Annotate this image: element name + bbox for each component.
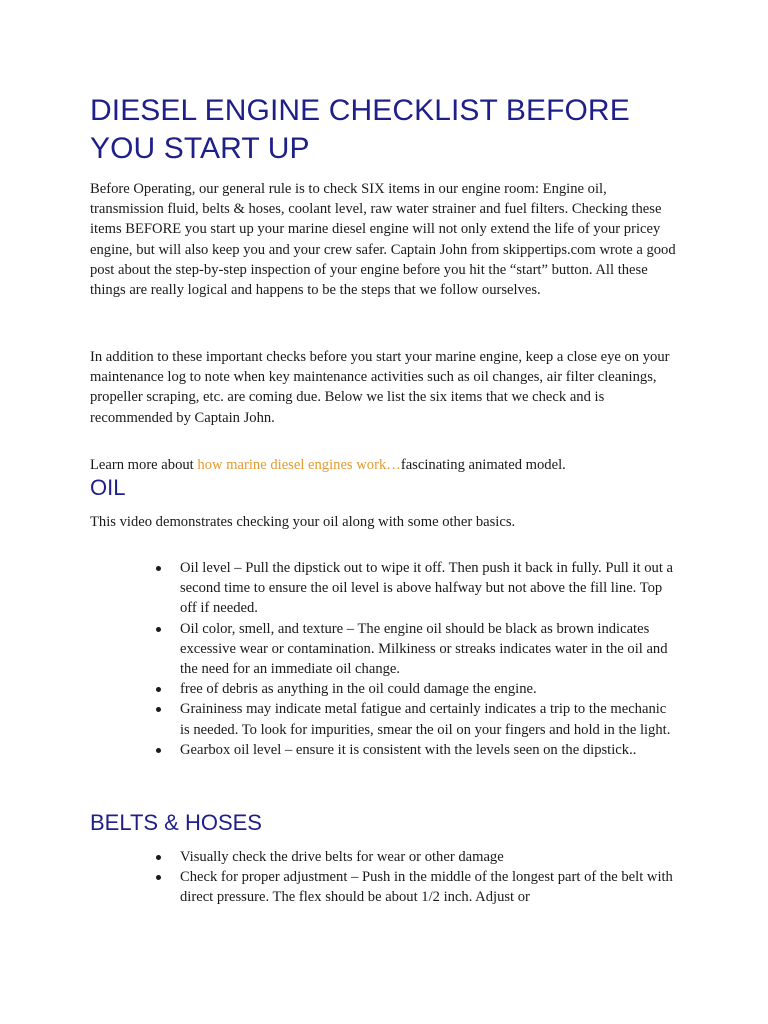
- bullet-icon: [156, 627, 161, 632]
- belts-item-text: Check for proper adjustment – Push in the middle of the longest part of the belt with direct pressure. The flex should be about 1/2 inch. Adjust or: [180, 869, 673, 906]
- learn-more-suffix: fascinating animated model.: [400, 457, 566, 473]
- bullet-icon: [156, 566, 161, 571]
- list-item: [156, 558, 676, 619]
- bullet-icon: [156, 707, 161, 712]
- bullet-icon: [156, 748, 161, 753]
- list-item: [156, 679, 676, 699]
- bullet-icon: [156, 875, 161, 880]
- list-item: [156, 867, 676, 907]
- intro-paragraph-2: In addition to these important checks before you start your marine engine, keep a close eye on your maintenance log to note when key maintenance activities such as oil changes, air filter cleanings, propeller scraping, etc. are coming due. Below we list the six items that we check and is recommended by Captain John.: [90, 349, 670, 426]
- belts-item-text: Visually check the drive belts for wear or other damage: [180, 849, 504, 865]
- list-item: [156, 619, 676, 680]
- oil-checklist: [156, 558, 676, 760]
- oil-item-text: Oil level – Pull the dipstick out to wipe it off. Then push it back in fully. Pull it out a second time to ensure the oil level is above halfway but not above the fill line. Top off if needed.: [180, 560, 674, 617]
- learn-more-line: [90, 455, 680, 475]
- bullet-icon: [156, 855, 161, 860]
- belts-hoses-heading: BELTS & HOSES: [90, 810, 262, 835]
- page-title: DIESEL ENGINE CHECKLIST BEFORE YOU START UP: [90, 94, 630, 165]
- learn-more-prefix: Learn more about: [90, 457, 198, 473]
- oil-item-text: Gearbox oil level – ensure it is consistent with the levels seen on the dipstick..: [180, 741, 637, 758]
- oil-item-text: free of debris as anything in the oil could damage the engine.: [180, 681, 537, 698]
- oil-intro: This video demonstrates checking your oil along with some other basics.: [90, 514, 516, 530]
- list-item: [156, 740, 676, 760]
- list-item: [156, 847, 676, 867]
- marine-engines-link[interactable]: how marine diesel engines work…: [197, 457, 401, 473]
- oil-item-text: Graininess may indicate metal fatigue and certainly indicates a trip to the mechanic is needed. To look for impurities, smear the oil on your fingers and hold in the light.: [180, 701, 671, 738]
- intro-paragraph-1: Before Operating, our general rule is to check SIX items in our engine room: Engine oil, transmission fluid, belts & hoses, coolant level, raw water strainer and fuel filters. Checking these items BEFORE you start up your marine diesel engine will not only extend the life of your pricey engine, but will also keep you and your crew safer. Captain John from skippertips.com wrote a good post about the step-by-step inspection of your engine before you hit the “start” button. All these things are really logical and happens to be the steps that we follow ourselves.: [90, 181, 676, 299]
- oil-heading: OIL: [90, 475, 126, 500]
- bullet-icon: [156, 687, 161, 692]
- list-item: [156, 699, 676, 739]
- oil-item-text: Oil color, smell, and texture – The engine oil should be black as brown indicates excessive wear or contamination. Milkiness or streaks indicates water in the oil and the need for an immediate oil change.: [180, 620, 668, 678]
- belts-checklist: [156, 847, 676, 908]
